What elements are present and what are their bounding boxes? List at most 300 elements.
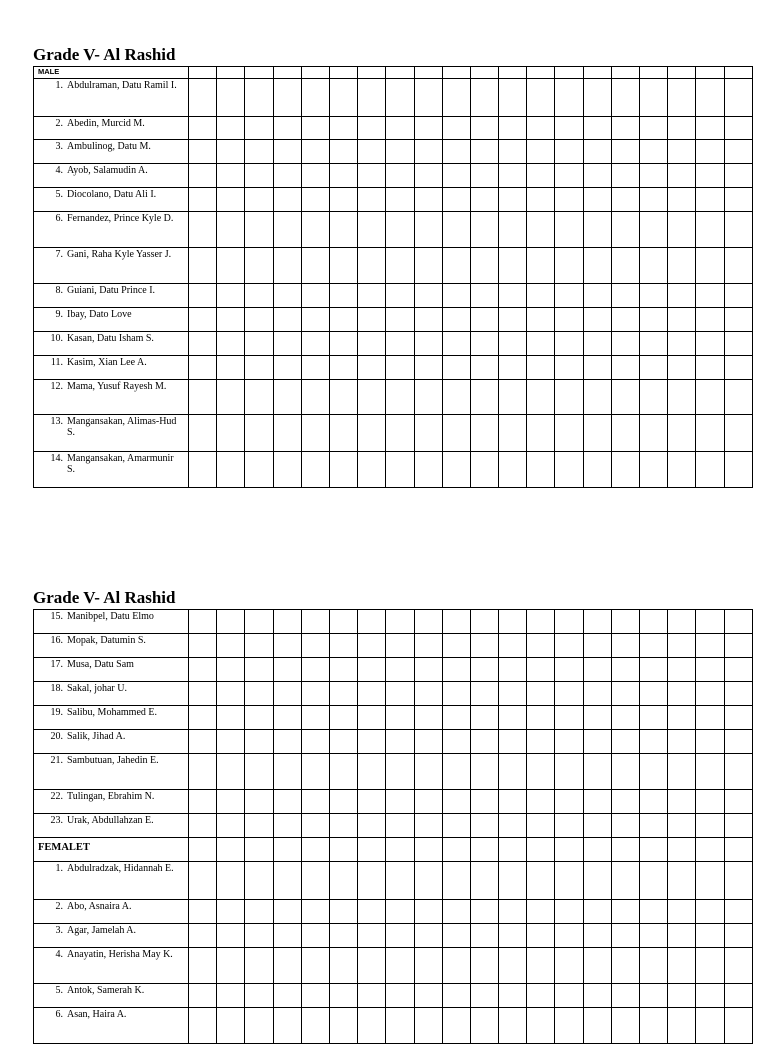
grid-cell[interactable]: [442, 610, 470, 634]
grid-cell[interactable]: [696, 117, 724, 140]
grid-cell[interactable]: [640, 706, 668, 730]
grid-cell[interactable]: [442, 862, 470, 900]
grid-cell[interactable]: [527, 706, 555, 730]
grid-cell[interactable]: [555, 754, 583, 790]
grid-cell[interactable]: [442, 730, 470, 754]
grid-cell[interactable]: [217, 117, 245, 140]
grid-cell[interactable]: [527, 862, 555, 900]
grid-cell[interactable]: [358, 164, 386, 188]
grid-cell[interactable]: [696, 984, 724, 1008]
grid-cell[interactable]: [470, 814, 498, 838]
grid-cell[interactable]: [358, 284, 386, 308]
grid-cell[interactable]: [386, 754, 414, 790]
grid-cell[interactable]: [414, 164, 442, 188]
grid-cell[interactable]: [245, 284, 273, 308]
grid-cell[interactable]: [696, 284, 724, 308]
grid-cell[interactable]: [696, 610, 724, 634]
grid-cell[interactable]: [329, 924, 357, 948]
grid-cell[interactable]: [668, 140, 696, 164]
grid-cell[interactable]: [414, 900, 442, 924]
grid-cell[interactable]: [189, 117, 217, 140]
grid-cell[interactable]: [724, 706, 752, 730]
grid-cell[interactable]: [301, 790, 329, 814]
grid-cell[interactable]: [329, 188, 357, 212]
grid-cell[interactable]: [724, 924, 752, 948]
grid-cell[interactable]: [386, 188, 414, 212]
grid-cell[interactable]: [555, 248, 583, 284]
grid-cell[interactable]: [442, 248, 470, 284]
grid-cell[interactable]: [273, 984, 301, 1008]
grid-cell[interactable]: [301, 862, 329, 900]
grid-cell[interactable]: [329, 380, 357, 415]
grid-cell[interactable]: [329, 212, 357, 248]
grid-cell[interactable]: [640, 380, 668, 415]
grid-cell[interactable]: [414, 79, 442, 117]
grid-cell[interactable]: [245, 188, 273, 212]
grid-cell[interactable]: [358, 332, 386, 356]
grid-cell[interactable]: [640, 284, 668, 308]
grid-cell[interactable]: [189, 164, 217, 188]
grid-cell[interactable]: [724, 356, 752, 380]
grid-cell[interactable]: [189, 706, 217, 730]
grid-cell[interactable]: [583, 67, 611, 79]
grid-cell[interactable]: [301, 380, 329, 415]
grid-cell[interactable]: [583, 814, 611, 838]
grid-cell[interactable]: [386, 658, 414, 682]
grid-cell[interactable]: [442, 188, 470, 212]
grid-cell[interactable]: [668, 380, 696, 415]
grid-cell[interactable]: [470, 658, 498, 682]
grid-cell[interactable]: [611, 356, 639, 380]
grid-cell[interactable]: [442, 658, 470, 682]
grid-cell[interactable]: [583, 634, 611, 658]
grid-cell[interactable]: [245, 248, 273, 284]
grid-cell[interactable]: [470, 212, 498, 248]
grid-cell[interactable]: [358, 984, 386, 1008]
grid-cell[interactable]: [696, 67, 724, 79]
grid-cell[interactable]: [386, 356, 414, 380]
grid-cell[interactable]: [386, 248, 414, 284]
grid-cell[interactable]: [668, 284, 696, 308]
grid-cell[interactable]: [217, 730, 245, 754]
grid-cell[interactable]: [470, 948, 498, 984]
grid-cell[interactable]: [189, 862, 217, 900]
grid-cell[interactable]: [611, 380, 639, 415]
grid-cell[interactable]: [442, 838, 470, 862]
grid-cell[interactable]: [217, 754, 245, 790]
grid-cell[interactable]: [583, 754, 611, 790]
grid-cell[interactable]: [301, 332, 329, 356]
grid-cell[interactable]: [611, 814, 639, 838]
grid-cell[interactable]: [329, 862, 357, 900]
grid-cell[interactable]: [696, 900, 724, 924]
grid-cell[interactable]: [499, 452, 527, 488]
grid-cell[interactable]: [696, 308, 724, 332]
grid-cell[interactable]: [583, 117, 611, 140]
grid-cell[interactable]: [527, 838, 555, 862]
grid-cell[interactable]: [414, 284, 442, 308]
grid-cell[interactable]: [470, 79, 498, 117]
grid-cell[interactable]: [696, 634, 724, 658]
grid-cell[interactable]: [611, 140, 639, 164]
grid-cell[interactable]: [555, 356, 583, 380]
grid-cell[interactable]: [724, 790, 752, 814]
grid-cell[interactable]: [583, 164, 611, 188]
grid-cell[interactable]: [499, 924, 527, 948]
grid-cell[interactable]: [527, 452, 555, 488]
grid-cell[interactable]: [414, 706, 442, 730]
grid-cell[interactable]: [442, 754, 470, 790]
grid-cell[interactable]: [555, 188, 583, 212]
grid-cell[interactable]: [696, 730, 724, 754]
grid-cell[interactable]: [696, 380, 724, 415]
grid-cell[interactable]: [386, 924, 414, 948]
grid-cell[interactable]: [668, 682, 696, 706]
grid-cell[interactable]: [527, 415, 555, 452]
grid-cell[interactable]: [301, 1008, 329, 1044]
grid-cell[interactable]: [724, 862, 752, 900]
grid-cell[interactable]: [668, 634, 696, 658]
grid-cell[interactable]: [217, 212, 245, 248]
grid-cell[interactable]: [189, 634, 217, 658]
grid-cell[interactable]: [499, 682, 527, 706]
grid-cell[interactable]: [583, 248, 611, 284]
grid-cell[interactable]: [583, 610, 611, 634]
grid-cell[interactable]: [301, 658, 329, 682]
grid-cell[interactable]: [555, 814, 583, 838]
grid-cell[interactable]: [499, 284, 527, 308]
grid-cell[interactable]: [386, 140, 414, 164]
grid-cell[interactable]: [301, 140, 329, 164]
grid-cell[interactable]: [696, 706, 724, 730]
grid-cell[interactable]: [470, 117, 498, 140]
grid-cell[interactable]: [640, 188, 668, 212]
grid-cell[interactable]: [668, 67, 696, 79]
grid-cell[interactable]: [329, 948, 357, 984]
grid-cell[interactable]: [358, 67, 386, 79]
grid-cell[interactable]: [386, 948, 414, 984]
grid-cell[interactable]: [668, 415, 696, 452]
grid-cell[interactable]: [217, 924, 245, 948]
grid-cell[interactable]: [189, 900, 217, 924]
grid-cell[interactable]: [245, 682, 273, 706]
grid-cell[interactable]: [217, 67, 245, 79]
grid-cell[interactable]: [301, 308, 329, 332]
grid-cell[interactable]: [189, 924, 217, 948]
grid-cell[interactable]: [217, 332, 245, 356]
grid-cell[interactable]: [696, 838, 724, 862]
grid-cell[interactable]: [245, 212, 273, 248]
grid-cell[interactable]: [329, 415, 357, 452]
grid-cell[interactable]: [696, 658, 724, 682]
grid-cell[interactable]: [724, 380, 752, 415]
grid-cell[interactable]: [499, 164, 527, 188]
grid-cell[interactable]: [499, 754, 527, 790]
grid-cell[interactable]: [217, 634, 245, 658]
grid-cell[interactable]: [611, 284, 639, 308]
grid-cell[interactable]: [696, 862, 724, 900]
grid-cell[interactable]: [527, 67, 555, 79]
grid-cell[interactable]: [527, 814, 555, 838]
grid-cell[interactable]: [217, 356, 245, 380]
grid-cell[interactable]: [499, 140, 527, 164]
grid-cell[interactable]: [724, 682, 752, 706]
grid-cell[interactable]: [724, 838, 752, 862]
grid-cell[interactable]: [555, 838, 583, 862]
grid-cell[interactable]: [189, 308, 217, 332]
grid-cell[interactable]: [668, 356, 696, 380]
grid-cell[interactable]: [358, 862, 386, 900]
grid-cell[interactable]: [358, 754, 386, 790]
grid-cell[interactable]: [499, 984, 527, 1008]
grid-cell[interactable]: [217, 790, 245, 814]
grid-cell[interactable]: [470, 308, 498, 332]
grid-cell[interactable]: [696, 754, 724, 790]
grid-cell[interactable]: [414, 682, 442, 706]
grid-cell[interactable]: [555, 634, 583, 658]
grid-cell[interactable]: [245, 634, 273, 658]
grid-cell[interactable]: [640, 790, 668, 814]
grid-cell[interactable]: [386, 814, 414, 838]
grid-cell[interactable]: [358, 900, 386, 924]
grid-cell[interactable]: [414, 658, 442, 682]
grid-cell[interactable]: [273, 706, 301, 730]
grid-cell[interactable]: [499, 356, 527, 380]
grid-cell[interactable]: [668, 1008, 696, 1044]
grid-cell[interactable]: [724, 900, 752, 924]
grid-cell[interactable]: [273, 838, 301, 862]
grid-cell[interactable]: [414, 754, 442, 790]
grid-cell[interactable]: [442, 1008, 470, 1044]
grid-cell[interactable]: [442, 634, 470, 658]
grid-cell[interactable]: [555, 452, 583, 488]
grid-cell[interactable]: [640, 1008, 668, 1044]
grid-cell[interactable]: [386, 212, 414, 248]
grid-cell[interactable]: [358, 356, 386, 380]
grid-cell[interactable]: [358, 814, 386, 838]
grid-cell[interactable]: [640, 658, 668, 682]
grid-cell[interactable]: [724, 948, 752, 984]
grid-cell[interactable]: [217, 452, 245, 488]
grid-cell[interactable]: [527, 610, 555, 634]
grid-cell[interactable]: [668, 730, 696, 754]
grid-cell[interactable]: [301, 682, 329, 706]
grid-cell[interactable]: [555, 212, 583, 248]
grid-cell[interactable]: [217, 610, 245, 634]
grid-cell[interactable]: [358, 308, 386, 332]
grid-cell[interactable]: [668, 610, 696, 634]
grid-cell[interactable]: [470, 730, 498, 754]
grid-cell[interactable]: [611, 682, 639, 706]
grid-cell[interactable]: [245, 730, 273, 754]
grid-cell[interactable]: [640, 308, 668, 332]
grid-cell[interactable]: [189, 984, 217, 1008]
grid-cell[interactable]: [555, 658, 583, 682]
grid-cell[interactable]: [245, 814, 273, 838]
grid-cell[interactable]: [386, 79, 414, 117]
grid-cell[interactable]: [527, 984, 555, 1008]
grid-cell[interactable]: [724, 658, 752, 682]
grid-cell[interactable]: [442, 924, 470, 948]
grid-cell[interactable]: [696, 790, 724, 814]
grid-cell[interactable]: [217, 1008, 245, 1044]
grid-cell[interactable]: [555, 924, 583, 948]
grid-cell[interactable]: [329, 634, 357, 658]
grid-cell[interactable]: [583, 790, 611, 814]
grid-cell[interactable]: [245, 948, 273, 984]
grid-cell[interactable]: [358, 248, 386, 284]
grid-cell[interactable]: [724, 730, 752, 754]
grid-cell[interactable]: [611, 67, 639, 79]
grid-cell[interactable]: [611, 610, 639, 634]
grid-cell[interactable]: [442, 332, 470, 356]
grid-cell[interactable]: [245, 308, 273, 332]
grid-cell[interactable]: [696, 452, 724, 488]
grid-cell[interactable]: [189, 380, 217, 415]
grid-cell[interactable]: [189, 838, 217, 862]
grid-cell[interactable]: [668, 332, 696, 356]
grid-cell[interactable]: [217, 188, 245, 212]
grid-cell[interactable]: [583, 284, 611, 308]
grid-cell[interactable]: [386, 862, 414, 900]
grid-cell[interactable]: [555, 900, 583, 924]
grid-cell[interactable]: [668, 706, 696, 730]
grid-cell[interactable]: [470, 706, 498, 730]
grid-cell[interactable]: [555, 117, 583, 140]
grid-cell[interactable]: [583, 452, 611, 488]
grid-cell[interactable]: [470, 332, 498, 356]
grid-cell[interactable]: [724, 332, 752, 356]
grid-cell[interactable]: [386, 1008, 414, 1044]
grid-cell[interactable]: [301, 754, 329, 790]
grid-cell[interactable]: [414, 924, 442, 948]
grid-cell[interactable]: [245, 900, 273, 924]
grid-cell[interactable]: [555, 948, 583, 984]
grid-cell[interactable]: [499, 117, 527, 140]
grid-cell[interactable]: [217, 948, 245, 984]
grid-cell[interactable]: [301, 730, 329, 754]
grid-cell[interactable]: [245, 415, 273, 452]
grid-cell[interactable]: [414, 356, 442, 380]
grid-cell[interactable]: [555, 79, 583, 117]
grid-cell[interactable]: [499, 67, 527, 79]
grid-cell[interactable]: [527, 248, 555, 284]
grid-cell[interactable]: [499, 610, 527, 634]
grid-cell[interactable]: [273, 924, 301, 948]
grid-cell[interactable]: [189, 332, 217, 356]
grid-cell[interactable]: [358, 658, 386, 682]
grid-cell[interactable]: [527, 1008, 555, 1044]
grid-cell[interactable]: [499, 380, 527, 415]
grid-cell[interactable]: [414, 188, 442, 212]
grid-cell[interactable]: [358, 838, 386, 862]
grid-cell[interactable]: [724, 248, 752, 284]
grid-cell[interactable]: [329, 730, 357, 754]
grid-cell[interactable]: [301, 610, 329, 634]
grid-cell[interactable]: [611, 634, 639, 658]
grid-cell[interactable]: [696, 948, 724, 984]
grid-cell[interactable]: [358, 117, 386, 140]
grid-cell[interactable]: [273, 610, 301, 634]
grid-cell[interactable]: [442, 140, 470, 164]
grid-cell[interactable]: [189, 790, 217, 814]
grid-cell[interactable]: [245, 117, 273, 140]
grid-cell[interactable]: [273, 900, 301, 924]
grid-cell[interactable]: [583, 730, 611, 754]
grid-cell[interactable]: [442, 284, 470, 308]
grid-cell[interactable]: [470, 164, 498, 188]
grid-cell[interactable]: [386, 164, 414, 188]
grid-cell[interactable]: [273, 452, 301, 488]
grid-cell[interactable]: [696, 164, 724, 188]
grid-cell[interactable]: [640, 814, 668, 838]
grid-cell[interactable]: [273, 682, 301, 706]
grid-cell[interactable]: [640, 984, 668, 1008]
grid-cell[interactable]: [301, 284, 329, 308]
grid-cell[interactable]: [611, 984, 639, 1008]
grid-cell[interactable]: [386, 984, 414, 1008]
grid-cell[interactable]: [696, 332, 724, 356]
grid-cell[interactable]: [301, 117, 329, 140]
grid-cell[interactable]: [414, 838, 442, 862]
grid-cell[interactable]: [527, 634, 555, 658]
grid-cell[interactable]: [217, 814, 245, 838]
grid-cell[interactable]: [583, 706, 611, 730]
grid-cell[interactable]: [696, 248, 724, 284]
grid-cell[interactable]: [358, 948, 386, 984]
grid-cell[interactable]: [724, 308, 752, 332]
grid-cell[interactable]: [668, 188, 696, 212]
grid-cell[interactable]: [358, 188, 386, 212]
grid-cell[interactable]: [358, 634, 386, 658]
grid-cell[interactable]: [358, 924, 386, 948]
grid-cell[interactable]: [724, 754, 752, 790]
grid-cell[interactable]: [499, 948, 527, 984]
grid-cell[interactable]: [273, 79, 301, 117]
grid-cell[interactable]: [499, 730, 527, 754]
grid-cell[interactable]: [470, 1008, 498, 1044]
grid-cell[interactable]: [668, 754, 696, 790]
grid-cell[interactable]: [470, 248, 498, 284]
grid-cell[interactable]: [189, 754, 217, 790]
grid-cell[interactable]: [499, 706, 527, 730]
grid-cell[interactable]: [189, 188, 217, 212]
grid-cell[interactable]: [640, 415, 668, 452]
grid-cell[interactable]: [611, 248, 639, 284]
grid-cell[interactable]: [442, 356, 470, 380]
grid-cell[interactable]: [555, 284, 583, 308]
grid-cell[interactable]: [329, 140, 357, 164]
grid-cell[interactable]: [245, 79, 273, 117]
grid-cell[interactable]: [724, 117, 752, 140]
grid-cell[interactable]: [470, 838, 498, 862]
grid-cell[interactable]: [724, 188, 752, 212]
grid-cell[interactable]: [414, 634, 442, 658]
grid-cell[interactable]: [640, 634, 668, 658]
grid-cell[interactable]: [386, 706, 414, 730]
grid-cell[interactable]: [611, 948, 639, 984]
grid-cell[interactable]: [329, 308, 357, 332]
grid-cell[interactable]: [442, 814, 470, 838]
grid-cell[interactable]: [668, 79, 696, 117]
grid-cell[interactable]: [329, 984, 357, 1008]
grid-cell[interactable]: [329, 610, 357, 634]
grid-cell[interactable]: [358, 140, 386, 164]
grid-cell[interactable]: [329, 814, 357, 838]
grid-cell[interactable]: [583, 900, 611, 924]
grid-cell[interactable]: [358, 790, 386, 814]
grid-cell[interactable]: [527, 332, 555, 356]
